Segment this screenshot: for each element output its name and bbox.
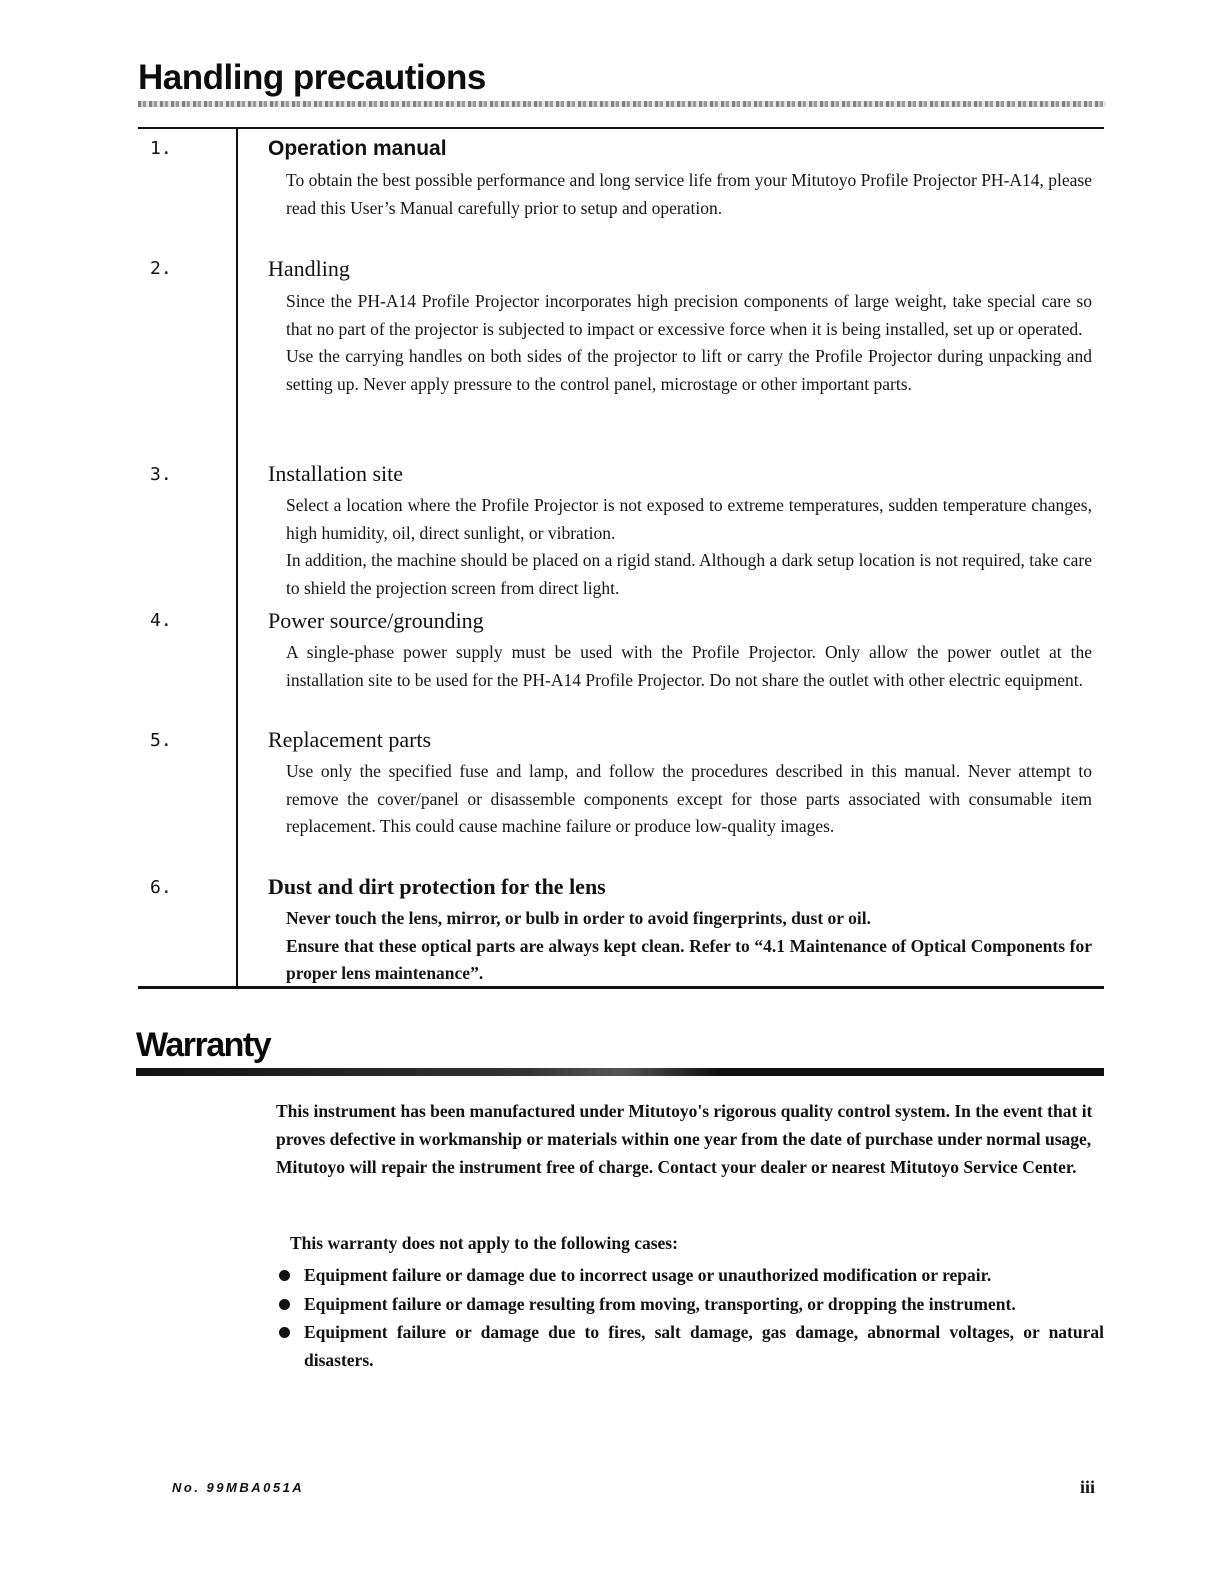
item-number-6: 6.	[150, 877, 172, 898]
item-body-replacement-parts	[286, 758, 1092, 841]
paragraph: This instrument has been manufactured under Mitutoyo's rigorous quality control system. In the event that it proves defective in workmanship or materials within one year from the date of purchase under normal usage, Mitutoyo will repair the instrument free of charge. Contact your dealer or nearest Mitutoyo Service Center.	[276, 1101, 1093, 1177]
item-body-installation-site	[286, 492, 1092, 602]
item-heading-handling: Handling	[268, 256, 350, 281]
item-heading-operation-manual: Operation manual	[268, 137, 447, 160]
paragraph: Use only the specified fuse and lamp, and follow the procedures described in this manual. Never attempt to remove the cover/panel or disassemble components except for those parts associated with consumable item replacement. This could cause machine failure or produce low-quality images.	[286, 761, 1092, 837]
warranty-exclusions-list	[276, 1262, 1104, 1375]
paragraph: Use the carrying handles on both sides of the projector to lift or carry the Profile Projector during unpacking and setting up. Never apply pressure to the control panel, microstage or other important parts.	[286, 346, 1092, 394]
page-number: iii	[1080, 1477, 1096, 1497]
item-heading-replacement-parts: Replacement parts	[268, 727, 432, 752]
item-heading-installation-site: Installation site	[268, 461, 404, 486]
list-item-text: Equipment failure or damage due to fires, salt damage, gas damage, abnormal voltages, or natural disasters.	[304, 1322, 1104, 1370]
paragraph: Ensure that these optical parts are always kept clean. Refer to “4.1 Maintenance of Optical Components for proper lens maintenance”.	[286, 935, 1092, 984]
list-item	[276, 1291, 1104, 1319]
document-number: No. 99MBA051A	[172, 1480, 305, 1495]
warranty-exclusions-lead: This warranty does not apply to the following cases:	[290, 1233, 678, 1253]
paragraph: To obtain the best possible performance and long service life from your Mitutoyo Profile Projector PH-A14, please read this User’s Manual carefully prior to setup and operation.	[286, 170, 1093, 218]
item-number-1: 1.	[150, 138, 172, 159]
handling-precautions-title: Handling precautions	[138, 58, 486, 97]
item-body-operation-manual	[286, 167, 1092, 222]
item-number-3: 3.	[150, 464, 172, 485]
list-item-text: Equipment failure or damage resulting from moving, transporting, or dropping the instrument.	[304, 1293, 1016, 1314]
bullet-icon	[279, 1327, 290, 1338]
paragraph: Since the PH-A14 Profile Projector incorporates high precision components of large weight, take special care so that no part of the projector is subjected to impact or excessive force when it is being installed, set up or operated.	[286, 291, 1092, 339]
warranty-underline	[136, 1068, 1104, 1076]
item-body-handling	[286, 288, 1092, 398]
paragraph: A single-phase power supply must be used with the Profile Projector. Only allow the power outlet at the installation site to be used for the PH-A14 Profile Projector. Do not share the outlet with other electric equipment.	[286, 642, 1092, 690]
warranty-intro	[276, 1097, 1104, 1181]
item-number-4: 4.	[150, 610, 172, 631]
table-column-divider	[236, 128, 238, 988]
bullet-icon	[279, 1299, 290, 1310]
warranty-title: Warranty	[136, 1026, 271, 1064]
item-number-2: 2.	[150, 258, 172, 279]
item-number-5: 5.	[150, 730, 172, 751]
item-heading-dust-protection: Dust and dirt protection for the lens	[268, 874, 606, 899]
table-top-rule	[138, 127, 1104, 129]
paragraph: Select a location where the Profile Projector is not exposed to extreme temperatures, sudden temperature changes, high humidity, oil, direct sunlight, or vibration.	[286, 495, 1092, 543]
item-heading-power-source: Power source/grounding	[268, 608, 484, 633]
paragraph: Never touch the lens, mirror, or bulb in order to avoid fingerprints, dust or oil.	[286, 908, 871, 928]
item-body-power-source	[286, 639, 1092, 694]
list-item-text: Equipment failure or damage due to incorrect usage or unauthorized modification or repair.	[304, 1265, 992, 1285]
item-body-dust-protection	[286, 905, 1092, 988]
list-item	[276, 1262, 1104, 1290]
paragraph: In addition, the machine should be placed on a rigid stand. Although a dark setup location is not required, take care to shield the projection screen from direct light.	[286, 550, 1092, 598]
title-underline	[138, 101, 1106, 107]
list-item	[276, 1319, 1104, 1374]
bullet-icon	[279, 1270, 290, 1281]
